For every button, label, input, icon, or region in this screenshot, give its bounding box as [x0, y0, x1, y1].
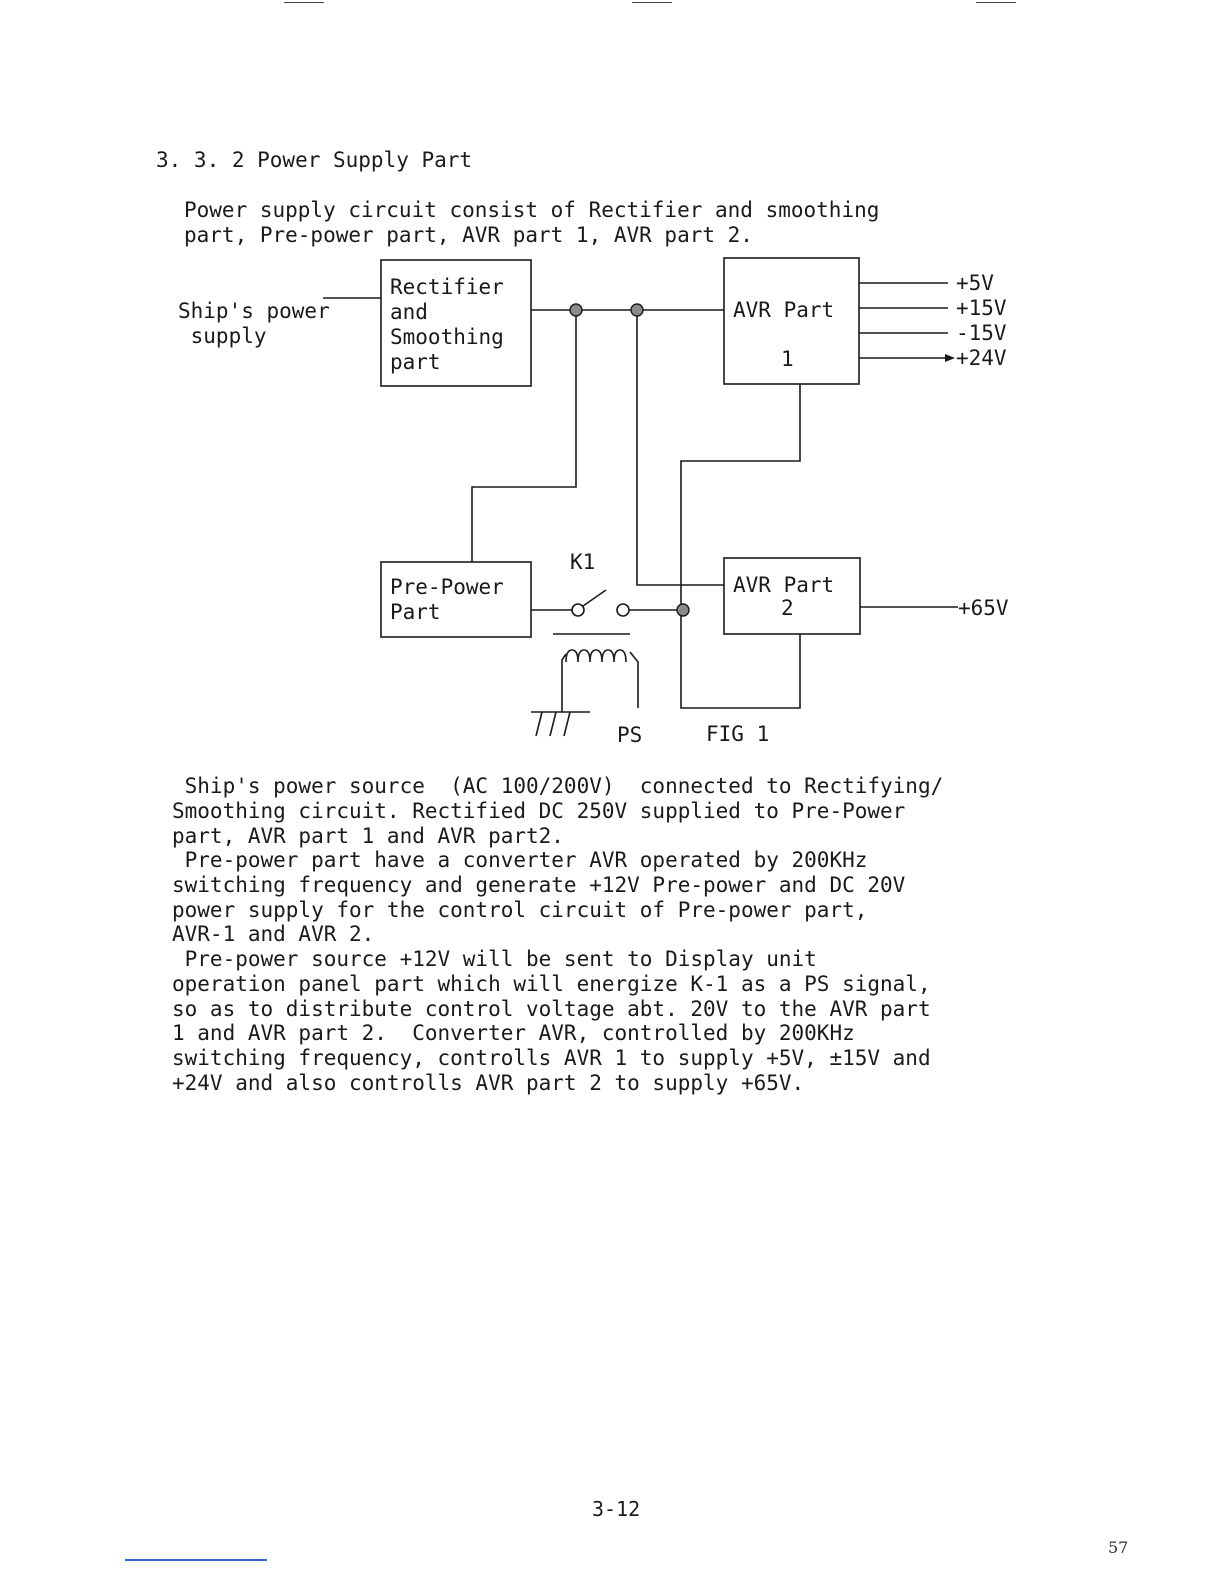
intro-paragraph: Power supply circuit consist of Rectifier and smoothing part, Pre-power part, AVR part 1, AVR part 2. [184, 198, 880, 247]
section-heading: 3. 3. 2 Power Supply Part [156, 148, 473, 172]
relay-contact [572, 604, 584, 616]
coil-ps-lead [630, 652, 638, 708]
junction-node [631, 304, 643, 316]
ground-hatch [564, 712, 570, 736]
ground-hatch [550, 712, 556, 736]
arrow-icon [945, 354, 955, 362]
output-label-neg15v: -15V [956, 321, 1007, 345]
output-label-65v: +65V [958, 596, 1009, 620]
coil-ground-lead [562, 654, 566, 712]
avr1-label-2: 1 [781, 347, 794, 371]
output-label-24v: +24V [956, 346, 1007, 370]
output-label-15v: +15V [956, 296, 1007, 320]
rectifier-label-4: part [390, 350, 441, 374]
junction-node [570, 304, 582, 316]
relay-label: K1 [570, 550, 596, 574]
avr2-control-wire [681, 610, 800, 708]
avr2-label-2: 2 [781, 596, 794, 620]
body-paragraph-2: Pre-power part have a converter AVR operated by 200KHz switching frequency and generate +12V Pre-power and DC 20V power supply for the control circuit of Pre-power part, AVR-1 and AVR 2. [172, 848, 906, 947]
prepower-label-2: Part [390, 600, 441, 624]
avr1-label-1: AVR Part [733, 298, 835, 322]
body-paragraph-3: Pre-power source +12V will be sent to Display unit operation panel part which will energize K-1 as a PS signal, so as to distribute control voltage abt. 20V to the AVR part 1 and AVR part 2. Converter AVR, controlled by 200KHz switching frequency, controlls AVR 1 to supply +5V, ±15V and +24V and also controlls AVR part 2 to supply +65V. [172, 947, 931, 1095]
body-paragraph-1: Ship's power source (AC 100/200V) connected to Rectifying/ Smoothing circuit. Rectified DC 250V supplied to Pre-Power part, AVR part 1 and AVR part2. [172, 774, 944, 848]
output-label-5v: +5V [956, 271, 994, 295]
corner-mark: 57 [1108, 1538, 1129, 1557]
relay-switch-arm [583, 590, 606, 606]
figure-label: FIG 1 [706, 722, 770, 746]
relay-coil [566, 650, 626, 662]
relay-contact [617, 604, 629, 616]
ps-label: PS [617, 723, 643, 747]
ground-hatch [536, 712, 542, 736]
prepower-label-1: Pre-Power [390, 575, 504, 599]
bottom-rule [125, 1559, 267, 1561]
junction-node [677, 604, 689, 616]
rectifier-label-1: Rectifier [390, 275, 504, 299]
page-number: 3-12 [592, 1497, 641, 1521]
avr2-label-1: AVR Part [733, 573, 835, 597]
rectifier-label-2: and [390, 300, 428, 324]
input-label: Ship's power supply [178, 299, 330, 348]
rectifier-label-3: Smoothing [390, 325, 504, 349]
